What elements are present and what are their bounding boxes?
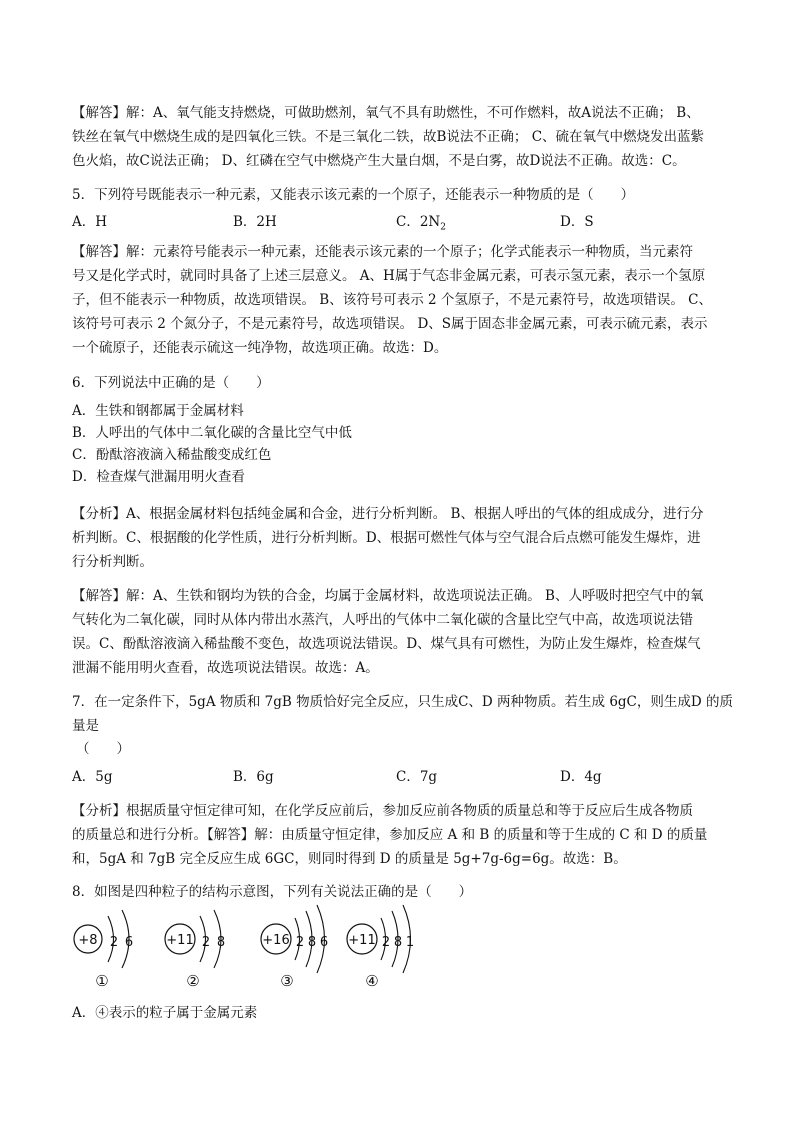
question-stem-line: 量是 <box>72 718 99 734</box>
option-b: B．6g <box>233 769 274 785</box>
option-a: A．5g <box>72 769 113 785</box>
option-c <box>396 211 446 239</box>
atom-structure-diagram <box>256 904 346 992</box>
answer-paragraph-1 <box>72 101 724 173</box>
text-line: 子，但不能表示一种物质，故选项错误。 B、该符号可表示 2 个氢原子，不是元素符号，故选项错误。 C、 <box>72 292 713 308</box>
option-d: D．4g <box>560 769 602 785</box>
text-line: 【分析】A、根据金属材料包括纯金属和合金，进行分析判断。 B、根据人呼出的气体的组成成分，进行分 <box>72 506 704 522</box>
option-a: A．④表示的粒子属于金属元素 <box>72 1005 258 1021</box>
text-line: 泄漏不能用明火查看，故选项说法错误。故选：A。 <box>72 660 379 676</box>
text-line: 和，5gA 和 7gB 完全反应生成 6GC，则同时得到 D 的质量是 5g+7g-6g=6g。故选：B。 <box>72 851 627 867</box>
nucleus-charge: +11 <box>348 933 376 948</box>
question-6 <box>72 371 724 395</box>
option-c: C．7g <box>396 769 438 785</box>
option-d: D．检查煤气泄漏用明火查看 <box>72 469 245 485</box>
option-a: A．生铁和钢都属于金属材料 <box>72 403 244 419</box>
shell-electron-count: 2 <box>381 935 391 950</box>
question-stem-line: 7．在一定条件下，5gA 物质和 7gB 物质恰好完全反应，只生成C、D 两种物质。若生成 6gC，则生成D 的质 <box>72 694 734 710</box>
text-line: 行分析判断。 <box>72 554 153 570</box>
nucleus-charge: +11 <box>166 933 194 948</box>
text-line: 色火焰，故C说法正确； D、红磷在空气中燃烧产生大量白烟，不是白雾，故D说法不正确。故选：C。 <box>72 153 686 169</box>
answer-paragraph-6 <box>72 584 724 680</box>
option-b: B．人呼出的气体中二氧化碳的含量比空气中低 <box>72 425 352 441</box>
text-line: 【解答】解：元素符号能表示一种元素，还能表示该元素的一个原子；化学式能表示一种物质，当元素符 <box>72 244 693 260</box>
shell-electron-count: 8 <box>307 935 317 950</box>
atom-diagram-3 <box>256 904 346 992</box>
shell-electron-count: 2 <box>109 935 119 950</box>
atom-diagram-2 <box>160 906 244 992</box>
text-line: 号又是化学式时，就同时具备了上述三层意义。 A、H属于气态非金属元素，可表示氢元素，表示一个氢原 <box>72 268 706 284</box>
text-line: 误。C、酚酞溶液滴入稀盐酸不变色，故选项说法错误。D、煤气具有可燃性，为防止发生爆炸，检查煤气 <box>72 636 701 652</box>
text-line: 的质量总和进行分析。【解答】解：由质量守恒定律，参加反应 A 和 B 的质量和等于生成的 C 和 D 的质量 <box>72 827 708 843</box>
analysis-paragraph-7 <box>72 799 724 871</box>
text-line: 一个硫原子，还能表示硫这一纯净物，故选项正确。故选：D。 <box>72 340 448 356</box>
answer-paragraph-5 <box>72 240 724 360</box>
question-6-options <box>72 400 724 488</box>
atom-structure-diagram <box>342 904 432 992</box>
text-line: 【分析】根据质量守恒定律可知，在化学反应前后，参加反应前各物质的质量总和等于反应后生成各物质 <box>72 803 693 819</box>
atom-structure-diagram <box>70 906 150 992</box>
nucleus-charge: +8 <box>78 933 98 948</box>
diagram-label: ① <box>95 972 109 990</box>
shell-electron-count: 1 <box>405 935 415 950</box>
shell-electron-count: 6 <box>124 935 134 950</box>
option-b: B．2H <box>233 214 277 230</box>
diagram-label: ④ <box>365 972 379 990</box>
question-8-option-a <box>72 1001 724 1025</box>
atom-structure-diagram <box>160 906 244 992</box>
nucleus-charge: +16 <box>262 933 290 948</box>
shell-electron-count: 8 <box>393 935 403 950</box>
subscript: 2 <box>440 222 446 233</box>
answer-brackets: （ ） <box>76 741 130 757</box>
text-line: 气转化为二氧化碳，同时从体内带出水蒸汽，人呼出的气体中二氧化碳的含量比空气中高，故选项说法错 <box>72 612 693 628</box>
shell-electron-count: 2 <box>201 935 211 950</box>
shell-electron-count: 8 <box>216 935 226 950</box>
atom-diagram-4 <box>342 904 432 992</box>
option-c: C．酚酞溶液滴入稀盐酸变成红色 <box>72 447 272 463</box>
question-stem: 5．下列符号既能表示一种元素，又能表示该元素的一个原子，还能表示一种物质的是（ ） <box>72 187 635 203</box>
text-line: 【解答】解：A、氧气能支持燃烧，可做助燃剂，氧气不具有助燃性，不可作燃料，故A说法不正确； B、 <box>72 105 700 121</box>
question-5 <box>72 183 724 207</box>
text-line: 【解答】解：A、生铁和钢均为铁的合金，均属于金属材料，故选项说法正确。 B、人呼吸时把空气中的氧 <box>72 588 704 604</box>
shell-electron-count: 6 <box>319 935 329 950</box>
text-line: 铁丝在氧气中燃烧生成的是四氧化三铁。不是三氧化二铁，故B说法不正确； C、硫在氧气中燃烧发出蓝紫 <box>72 129 705 145</box>
shell-electron-count: 2 <box>295 935 305 950</box>
question-stem: 8．如图是四种粒子的结构示意图，下列有关说法正确的是（ ） <box>72 884 473 900</box>
question-8 <box>72 880 724 904</box>
option-c-text: C．2N <box>396 214 441 230</box>
option-d: D．S <box>560 214 594 230</box>
diagram-label: ③ <box>280 972 294 990</box>
option-a: A．H <box>72 214 108 230</box>
analysis-paragraph-6 <box>72 502 724 574</box>
diagram-label: ② <box>186 972 200 990</box>
text-line: 该符号可表示 2 个氮分子，不是元素符号，故选项错误。 D、S属于固态非金属元素，可表示硫元素，表示 <box>72 316 708 332</box>
question-stem: 6．下列说法中正确的是（ ） <box>72 375 270 391</box>
text-line: 析判断。C、根据酸的化学性质，进行分析判断。D、根据可燃性气体与空气混合后点燃可能发生爆炸，进 <box>72 530 701 546</box>
question-7 <box>72 690 734 760</box>
atom-diagram-1 <box>70 906 150 992</box>
